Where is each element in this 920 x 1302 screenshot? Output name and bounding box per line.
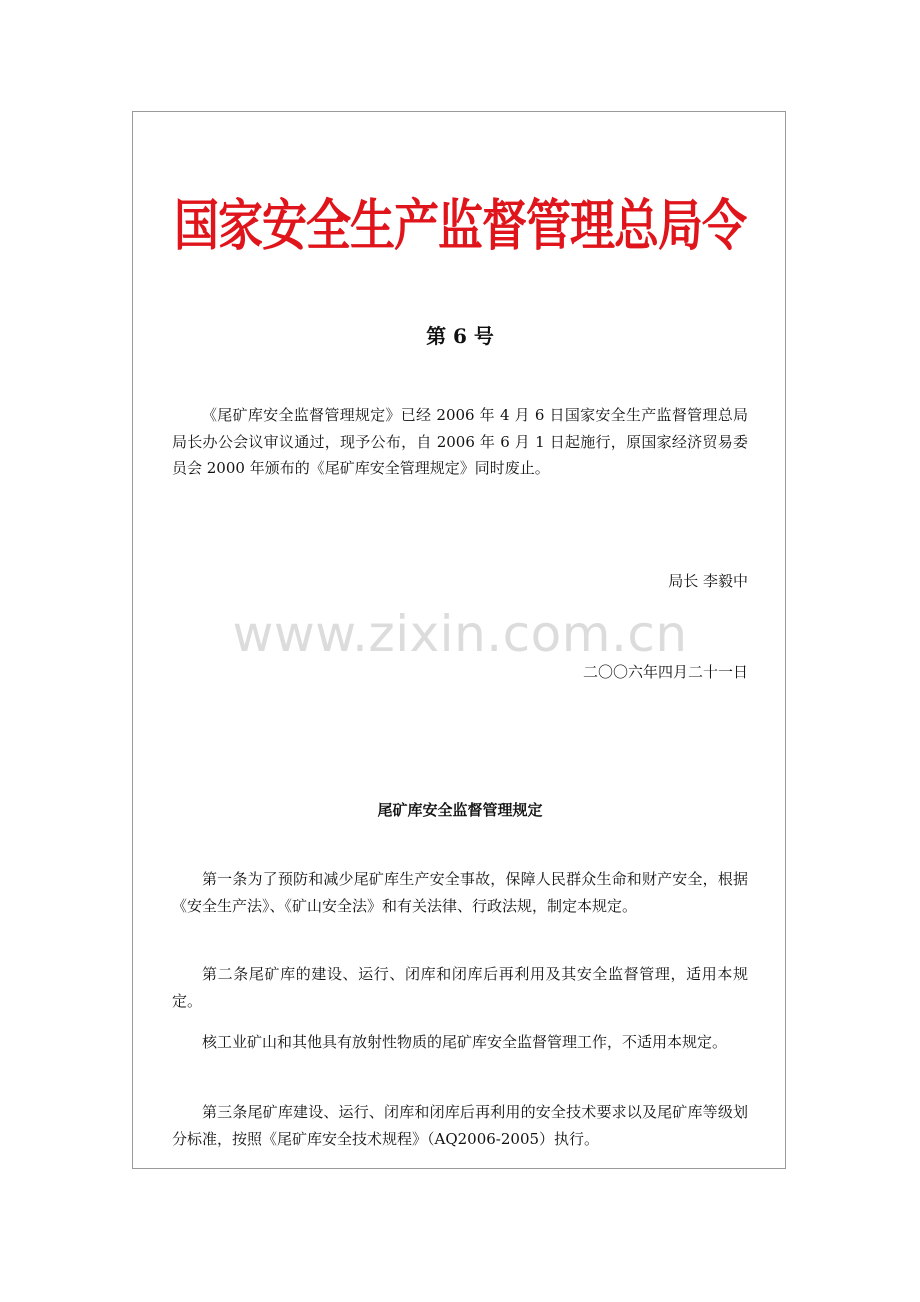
article-paragraph: 第二条尾矿库的建设、运行、闭库和闭库后再利用及其安全监督管理，适用本规定。 — [172, 965, 748, 1010]
regulation-title: 尾矿库安全监督管理规定 — [377, 801, 543, 819]
announcement-paragraph: 《尾矿库安全监督管理规定》已经 2006 年 4 月 6 日国家安全生产监督管理总局局长办公会议审议通过，现予公布，自 2006 年 6 月 1 日起施行，原国家经济贸易委员会 2000 年颁布的《尾矿库安全管理规定》同时废止。 — [172, 406, 748, 477]
order-number: 第 6 号 — [426, 324, 494, 348]
masthead-title: 国家安全生产监督管理总局令 — [173, 193, 746, 258]
article-paragraph: 核工业矿山和其他具有放射性物质的尾矿库安全监督管理工作，不适用本规定。 — [202, 1033, 728, 1051]
article-paragraph: 第三条尾矿库建设、运行、闭库和闭库后再利用的安全技术要求以及尾矿库等级划分标准，按照《尾矿库安全技术规程》（AQ2006-2005）执行。 — [172, 1103, 748, 1148]
article-paragraph: 第一条为了预防和减少尾矿库生产安全事故，保障人民群众生命和财产安全，根据《安全生产法》、《矿山安全法》和有关法律、行政法规，制定本规定。 — [172, 870, 748, 915]
watermark-text: www.zixin.com.cn — [232, 605, 688, 663]
signature-line: 局长 李毅中 — [668, 572, 748, 590]
date-line: 二〇〇六年四月二十一日 — [582, 663, 748, 681]
